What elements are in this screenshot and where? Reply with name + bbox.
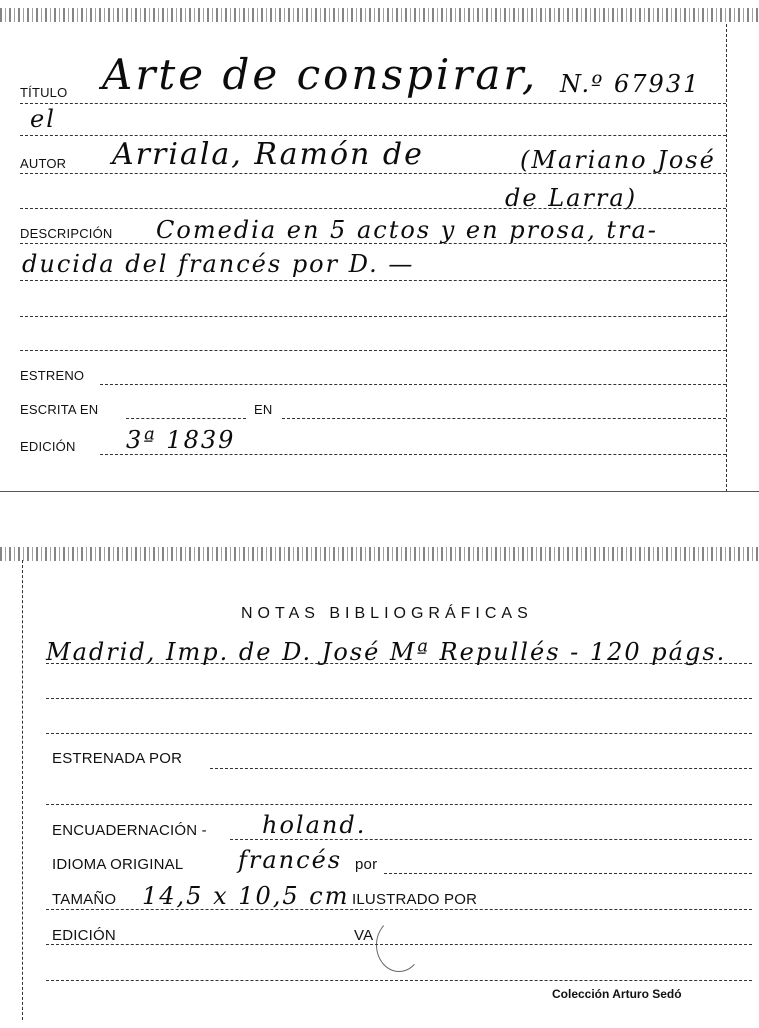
rule-en: [282, 418, 726, 419]
notas-line1: Madrid, Imp. de D. José Mª Repullés - 120 págs.: [46, 638, 727, 666]
va-label: VA: [354, 927, 374, 944]
rule-estrenada: [210, 768, 752, 769]
rule-final: [46, 980, 752, 981]
rule-encuadernacion: [230, 839, 752, 840]
tamano-label: TAMAÑO: [52, 891, 117, 908]
rule-escrita: [126, 418, 246, 419]
ilustrado-label: ILUSTRADO POR: [352, 891, 478, 908]
idioma-value: francés: [238, 846, 343, 874]
rule-notas-1: [46, 663, 752, 664]
rule-edicion: [100, 454, 726, 455]
card1-right-border: [726, 24, 727, 492]
rule-blank-2: [20, 350, 726, 351]
rule-blank-1: [20, 316, 726, 317]
por-label: por: [355, 856, 378, 873]
collection-footer: Colección Arturo Sedó: [552, 987, 682, 1001]
rule-notas-3: [46, 733, 752, 734]
titulo-continuation: el: [30, 105, 56, 133]
card1-bottom-edge: [0, 491, 759, 492]
autor-note-line1: (Mariano José: [520, 146, 716, 174]
encuadernacion-value: holand.: [262, 811, 367, 839]
autor-label: AUTOR: [20, 156, 67, 171]
estreno-label: ESTRENO: [20, 368, 85, 383]
rule-autor-2: [20, 208, 726, 209]
rule-autor: [20, 173, 726, 174]
rule-tamano: [46, 909, 752, 910]
edicion-value: 3ª 1839: [126, 426, 236, 454]
rule-descripcion: [20, 243, 726, 244]
card1-top-edge: [0, 8, 759, 22]
notas-heading: NOTAS BIBLIOGRÁFICAS: [241, 605, 533, 622]
rule-titulo-2: [20, 135, 726, 136]
ink-smudge-mark: [376, 918, 422, 972]
estrenada-label: ESTRENADA POR: [52, 750, 183, 767]
rule-blank-card2: [46, 804, 752, 805]
idioma-label: IDIOMA ORIGINAL: [52, 856, 184, 873]
autor-note-line2: de Larra): [505, 184, 638, 212]
escrita-label: ESCRITA EN: [20, 402, 99, 417]
titulo-label: TÍTULO: [20, 85, 68, 100]
descripcion-line2: ducida del francés por D. —: [22, 250, 415, 278]
en-label: EN: [254, 402, 273, 417]
descripcion-label: DESCRIPCIÓN: [20, 226, 113, 241]
descripcion-line1: Comedia en 5 actos y en prosa, tra-: [156, 216, 658, 244]
rule-titulo: [20, 103, 726, 104]
edicion-label: EDICIÓN: [20, 439, 76, 454]
rule-estreno: [100, 384, 726, 385]
rule-edicion2: [46, 944, 752, 945]
autor-value: Arriala, Ramón de: [112, 137, 424, 172]
rule-descripcion-2: [20, 280, 726, 281]
titulo-value: Arte de conspirar,: [102, 50, 539, 99]
encuadernacion-label: ENCUADERNACIÓN -: [52, 822, 207, 839]
tamano-value: 14,5 x 10,5 cm: [142, 882, 350, 910]
rule-notas-2: [46, 698, 752, 699]
card2-left-border: [22, 560, 23, 1020]
titulo-number: N.º 67931: [560, 70, 701, 98]
edicion2-label: EDICIÓN: [52, 927, 116, 944]
card2-top-edge: [0, 547, 759, 561]
rule-idioma: [384, 873, 752, 874]
